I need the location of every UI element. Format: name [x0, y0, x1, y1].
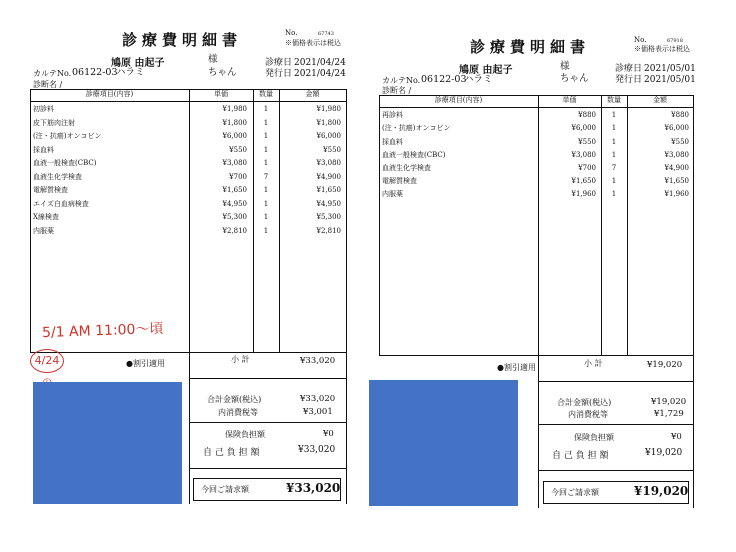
left-karte-no: 06122-03 [72, 67, 118, 78]
left-karte-label: カルテNo. [33, 69, 72, 78]
left-diagnosis-label: 診断名 / [33, 80, 63, 89]
item-qty: 1 [611, 177, 617, 185]
right-karte-label: カルテNo. [382, 76, 421, 85]
right-discount-label: ●割引適用 [497, 363, 536, 372]
item-price: ¥1,960 [571, 190, 596, 198]
left-insurance-label: 保険負担額 [225, 430, 265, 439]
item-price: ¥3,080 [571, 151, 596, 159]
left-self-pay-label: 自 己 負 担 額 [203, 448, 260, 458]
item-price: ¥5,300 [222, 213, 247, 221]
left-header-item: 診療項目(内容) [85, 90, 134, 98]
right-self-pay-label: 自 己 負 担 額 [552, 451, 609, 461]
item-qty: 1 [263, 105, 269, 113]
item-qty: 1 [263, 159, 269, 167]
left-discount-label: ●割引適用 [126, 359, 165, 368]
item-amount: ¥4,900 [316, 173, 341, 181]
item-qty: 7 [263, 173, 269, 181]
item-name: (注・抗癌)オンコビン [382, 124, 451, 132]
item-qty: 1 [611, 151, 617, 159]
right-header-qty: 数量 [607, 96, 621, 104]
right-consumption-tax: ¥1,729 [654, 409, 684, 419]
left-exam-date: 2021/04/24 [294, 58, 346, 68]
item-qty: 1 [611, 111, 617, 119]
item-price: ¥1,650 [222, 186, 247, 194]
left-consumption-tax-label: 内消費税等 [218, 408, 258, 417]
item-price: ¥550 [578, 138, 596, 146]
left-issue-date-label: 発行日 [265, 69, 293, 79]
item-qty: 1 [263, 132, 269, 140]
left-exam-date-label: 診療日 [265, 58, 293, 68]
item-price: ¥6,000 [571, 124, 596, 132]
item-qty: 7 [611, 164, 617, 172]
right-no-value: 67918 [667, 38, 683, 44]
left-issue-date: 2021/04/24 [294, 69, 346, 79]
item-price: ¥1,980 [222, 105, 247, 113]
left-subtotal-label: 小 計 [231, 355, 250, 364]
item-name: 血液生化学検査 [382, 164, 431, 172]
item-amount: ¥3,080 [316, 159, 341, 167]
item-name: エイズ白血病検査 [33, 200, 89, 208]
item-price: ¥2,810 [222, 227, 247, 235]
item-amount: ¥5,300 [316, 213, 341, 221]
item-name: 再診料 [382, 111, 403, 119]
item-name: 血液一般検査(CBC) [382, 151, 446, 159]
item-price: ¥1,800 [222, 119, 247, 127]
item-name: 内服薬 [33, 227, 54, 235]
right-exam-date-label: 診療日 [615, 64, 643, 74]
item-price: ¥1,650 [571, 177, 596, 185]
left-billing-box [193, 478, 341, 501]
right-diagnosis-label: 診断名 / [382, 86, 412, 95]
item-amount: ¥6,000 [664, 124, 689, 132]
left-pet-honorific: ちゃん [208, 67, 237, 78]
right-billing-amount: ¥19,020 [634, 484, 689, 498]
item-qty: 1 [263, 186, 269, 194]
right-header-amount: 金額 [653, 96, 667, 104]
left-insurance: ¥0 [323, 429, 334, 439]
right-subtotal: ¥19,020 [647, 360, 683, 370]
left-honorific: 様 [208, 54, 218, 65]
right-issue-date-label: 発行日 [615, 75, 643, 85]
left-consumption-tax: ¥3,001 [303, 407, 333, 417]
right-pet-name: ハラミ [464, 74, 493, 85]
right-header-item: 診療項目(内容) [434, 96, 483, 104]
item-qty: 1 [611, 138, 617, 146]
right-insurance-label: 保険負担額 [574, 433, 614, 442]
item-qty: 1 [263, 213, 269, 221]
left-header-price: 単価 [214, 90, 228, 98]
item-name: 皮下筋肉注射 [33, 119, 75, 127]
item-name: 採血料 [33, 146, 54, 154]
left-handwritten-note: 5/1 AM 11:00〜頃 [41, 320, 164, 342]
left-total-tax-label: 合計金額(税込) [207, 395, 262, 404]
item-amount: ¥1,980 [316, 105, 341, 113]
item-qty: 1 [263, 119, 269, 127]
left-tax-note: ※価格表示は税込 [285, 39, 341, 47]
right-title: 診療費明細書 [470, 38, 591, 56]
item-amount: ¥550 [671, 138, 689, 146]
right-billing-label: 今回ご請求額 [551, 488, 599, 497]
item-qty: 1 [263, 227, 269, 235]
right-redacted-block [369, 380, 518, 506]
left-handwritten-circle: 4/24 [30, 349, 64, 373]
item-amount: ¥1,650 [316, 186, 341, 194]
item-amount: ¥1,650 [664, 177, 689, 185]
item-qty: 1 [263, 200, 269, 208]
item-qty: 1 [611, 124, 617, 132]
right-subtotal-label: 小 計 [584, 359, 603, 368]
right-billing-box [543, 481, 689, 504]
left-billing-label: 今回ご請求額 [201, 485, 249, 494]
left-self-pay: ¥33,020 [298, 445, 336, 455]
item-price: ¥700 [229, 173, 247, 181]
right-header-price: 単価 [562, 96, 577, 104]
item-amount: ¥4,950 [316, 200, 341, 208]
item-amount: ¥880 [671, 111, 689, 119]
item-price: ¥700 [578, 164, 596, 172]
left-total-tax: ¥33,020 [300, 394, 336, 404]
item-amount: ¥550 [323, 146, 341, 154]
left-no-value: 67743 [318, 31, 334, 37]
item-amount: ¥2,810 [316, 227, 341, 235]
item-amount: ¥4,900 [664, 164, 689, 172]
item-name: 採血料 [382, 138, 403, 146]
item-price: ¥3,080 [222, 159, 247, 167]
left-title: 診療費明細書 [122, 31, 243, 49]
item-price: ¥6,000 [222, 132, 247, 140]
item-name: 初診料 [33, 105, 54, 113]
left-patient-name: 鳩原 由起子 [111, 58, 165, 69]
item-qty: 1 [263, 146, 269, 154]
left-subtotal: ¥33,020 [300, 356, 336, 366]
item-name: 内服薬 [382, 190, 403, 198]
right-consumption-tax-label: 内消費税等 [568, 410, 608, 419]
item-name: 電解質検査 [382, 177, 417, 185]
right-karte-no: 06122-03 [421, 74, 467, 85]
right-exam-date: 2021/05/01 [644, 64, 696, 74]
left-header-amount: 金額 [305, 90, 320, 98]
right-total-tax-label: 合計金額(税込) [557, 398, 612, 407]
item-qty: 1 [611, 190, 617, 198]
item-name: 血液一般検査(CBC) [33, 159, 97, 167]
right-tax-note: ※価格表示は税込 [634, 45, 690, 53]
left-billing-amount: ¥33,020 [286, 481, 341, 495]
right-self-pay: ¥19,020 [645, 448, 683, 458]
item-price: ¥4,950 [222, 200, 247, 208]
right-total-tax: ¥19,020 [651, 397, 687, 407]
item-amount: ¥6,000 [316, 132, 341, 140]
right-issue-date: 2021/05/01 [644, 75, 696, 85]
item-name: 電解質検査 [33, 186, 68, 194]
left-redacted-block [33, 382, 182, 504]
right-no-label: No. [634, 36, 647, 44]
item-amount: ¥1,960 [664, 190, 689, 198]
item-name: 血液生化学検査 [33, 173, 82, 181]
right-patient-name: 鳩原 由起子 [459, 65, 513, 76]
item-name: X線検査 [33, 213, 59, 221]
right-insurance: ¥0 [671, 432, 682, 442]
item-amount: ¥1,800 [316, 119, 341, 127]
item-price: ¥880 [578, 111, 596, 119]
item-amount: ¥3,080 [664, 151, 689, 159]
item-name: (注・抗癌)オンコビン [33, 132, 102, 140]
left-no-label: No. [285, 29, 298, 37]
item-price: ¥550 [229, 146, 247, 154]
right-honorific: 様 [560, 61, 570, 72]
left-pet-name: ハラミ [116, 67, 145, 78]
right-pet-honorific: ちゃん [560, 73, 589, 84]
left-header-qty: 数量 [259, 90, 273, 98]
